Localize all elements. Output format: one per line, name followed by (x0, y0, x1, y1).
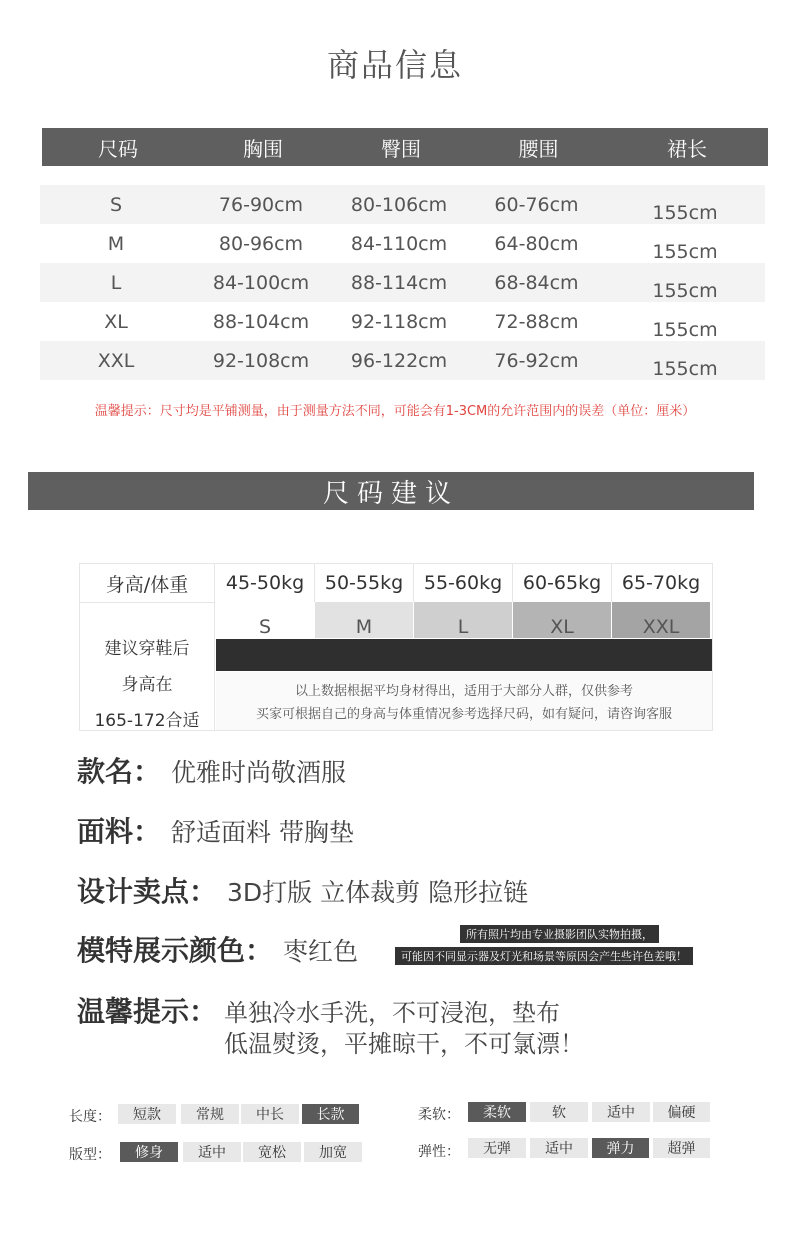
header-bust: 胸围 (243, 136, 283, 161)
cell-size: L (110, 271, 122, 294)
cell-size: S (109, 193, 123, 216)
spec-tips-label: 温馨提示： (77, 995, 218, 1028)
softness-option-soft: 柔软 (468, 1102, 526, 1122)
cell-hip: 88-114cm (350, 271, 448, 294)
size-guide-info (216, 672, 712, 730)
cell-waist: 60-76cm (494, 193, 579, 216)
weight-cell: 45-50kg (216, 564, 315, 602)
weight-cell: 50-55kg (315, 564, 414, 602)
weight-cell: 55-60kg (414, 564, 513, 602)
spec-design (77, 870, 528, 910)
table-row (40, 263, 765, 302)
height-line-3: 165-172合适 (94, 711, 200, 731)
length-option-short: 短款 (118, 1104, 176, 1124)
size-cell-xxl: XXL (612, 602, 710, 638)
cell-bust: 80-96cm (218, 232, 304, 255)
cell-hip: 80-106cm (350, 193, 448, 216)
cell-size: XL (104, 310, 128, 333)
elasticity-option-stretch: 弹力 (592, 1138, 649, 1158)
height-recommendation (80, 602, 215, 730)
softness-label: 柔软： (418, 1107, 460, 1123)
size-cell-l: L (414, 602, 512, 638)
spec-name-value: 优雅时尚敬酒服 (171, 758, 347, 787)
size-cell-xl: XL (513, 602, 611, 638)
softness-option-softish: 软 (530, 1102, 588, 1122)
header-length: 裙长 (667, 136, 707, 161)
length-option-regular: 常规 (181, 1104, 239, 1124)
header-size: 尺码 (98, 136, 138, 161)
fit-option-slim: 修身 (120, 1142, 178, 1162)
info-line-1: 以上数据根据平均身材得出，适用于大部分人群，仅供参考 (294, 684, 633, 699)
cell-size: XXL (97, 349, 135, 372)
spec-fabric (77, 810, 354, 850)
page-title: 商品信息 (326, 46, 463, 84)
cell-hip: 92-118cm (350, 310, 448, 333)
header-waist: 腰围 (518, 136, 559, 161)
weight-label: 身高/体重 (80, 564, 215, 603)
table-row (40, 341, 765, 380)
cell-length: 155cm (652, 202, 718, 224)
length-label: 长度： (69, 1109, 111, 1125)
info-line-2: 买家可根据自己的身高与体重情况参考选择尺码，如有疑问，请咨询客服 (255, 707, 672, 722)
spec-fabric-label: 面料： (77, 815, 162, 848)
cell-waist: 68-84cm (494, 271, 579, 294)
size-guide-title: 尺码建议 (28, 472, 754, 510)
cell-waist: 72-88cm (494, 310, 579, 333)
tips-line-2: 低温熨烫，平摊晾干，不可氯漂！ (224, 1030, 584, 1058)
table-row (40, 302, 765, 341)
cell-length: 155cm (652, 358, 718, 380)
cell-length: 155cm (652, 241, 718, 263)
table-row (40, 224, 765, 263)
spec-name (77, 750, 346, 790)
cell-bust: 76-90cm (218, 193, 304, 216)
photo-note-1: 所有照片均由专业摄影团队实物拍摄， (460, 925, 659, 943)
header-hip: 臀围 (381, 136, 421, 161)
measurement-note: 温馨提示：尺寸均是平铺测量，由于测量方法不同，可能会有1-3CM的允许范围内的误差（单位：厘米） (94, 404, 696, 419)
elasticity-option-medium: 适中 (530, 1138, 588, 1158)
fit-option-loose: 宽松 (243, 1142, 301, 1162)
cell-waist: 76-92cm (494, 349, 579, 372)
table-row (40, 185, 765, 224)
cell-hip: 84-110cm (350, 232, 448, 255)
cell-bust: 84-100cm (212, 271, 310, 294)
softness-option-medium: 适中 (592, 1102, 650, 1122)
size-cell-m: M (315, 602, 413, 638)
weight-cell: 60-65kg (513, 564, 612, 602)
cell-length: 155cm (652, 280, 718, 302)
tips-line-1: 单独冷水手洗，不可浸泡，垫布 (224, 999, 560, 1027)
weight-cell: 65-70kg (621, 572, 701, 594)
spec-design-value: 3D打版 立体裁剪 隐形拉链 (227, 878, 529, 907)
spec-color-label: 模特展示颜色： (77, 934, 274, 967)
spec-color (77, 929, 358, 969)
cell-bust: 88-104cm (212, 310, 310, 333)
fit-option-wide: 加宽 (304, 1142, 362, 1162)
size-guide-table (79, 563, 713, 731)
height-line-2: 身高在 (121, 675, 173, 695)
length-option-long: 长款 (302, 1104, 359, 1124)
size-table-header (42, 128, 768, 166)
cell-size: M (107, 232, 125, 255)
height-line-1: 建议穿鞋后 (104, 639, 190, 659)
spec-color-value: 枣红色 (283, 937, 359, 966)
size-cell-s: S (216, 602, 314, 638)
fit-label: 版型： (69, 1147, 111, 1163)
size-guide-divider-bar (216, 639, 712, 671)
softness-option-stiff: 偏硬 (653, 1102, 710, 1122)
cell-bust: 92-108cm (212, 349, 310, 372)
spec-fabric-value: 舒适面料 带胸垫 (171, 818, 354, 847)
cell-hip: 96-122cm (350, 349, 448, 372)
cell-waist: 64-80cm (494, 232, 579, 255)
elasticity-label: 弹性： (418, 1144, 460, 1160)
elasticity-option-super: 超弹 (653, 1138, 710, 1158)
spec-design-label: 设计卖点： (77, 875, 218, 908)
fit-option-regular: 适中 (183, 1142, 241, 1162)
elasticity-option-none: 无弹 (468, 1138, 526, 1158)
cell-length: 155cm (652, 319, 718, 341)
spec-name-label: 款名： (77, 755, 162, 788)
length-option-midi: 中长 (241, 1104, 299, 1124)
photo-note-2: 可能因不同显示器及灯光和场景等原因会产生些许色差哦！ (395, 947, 693, 965)
